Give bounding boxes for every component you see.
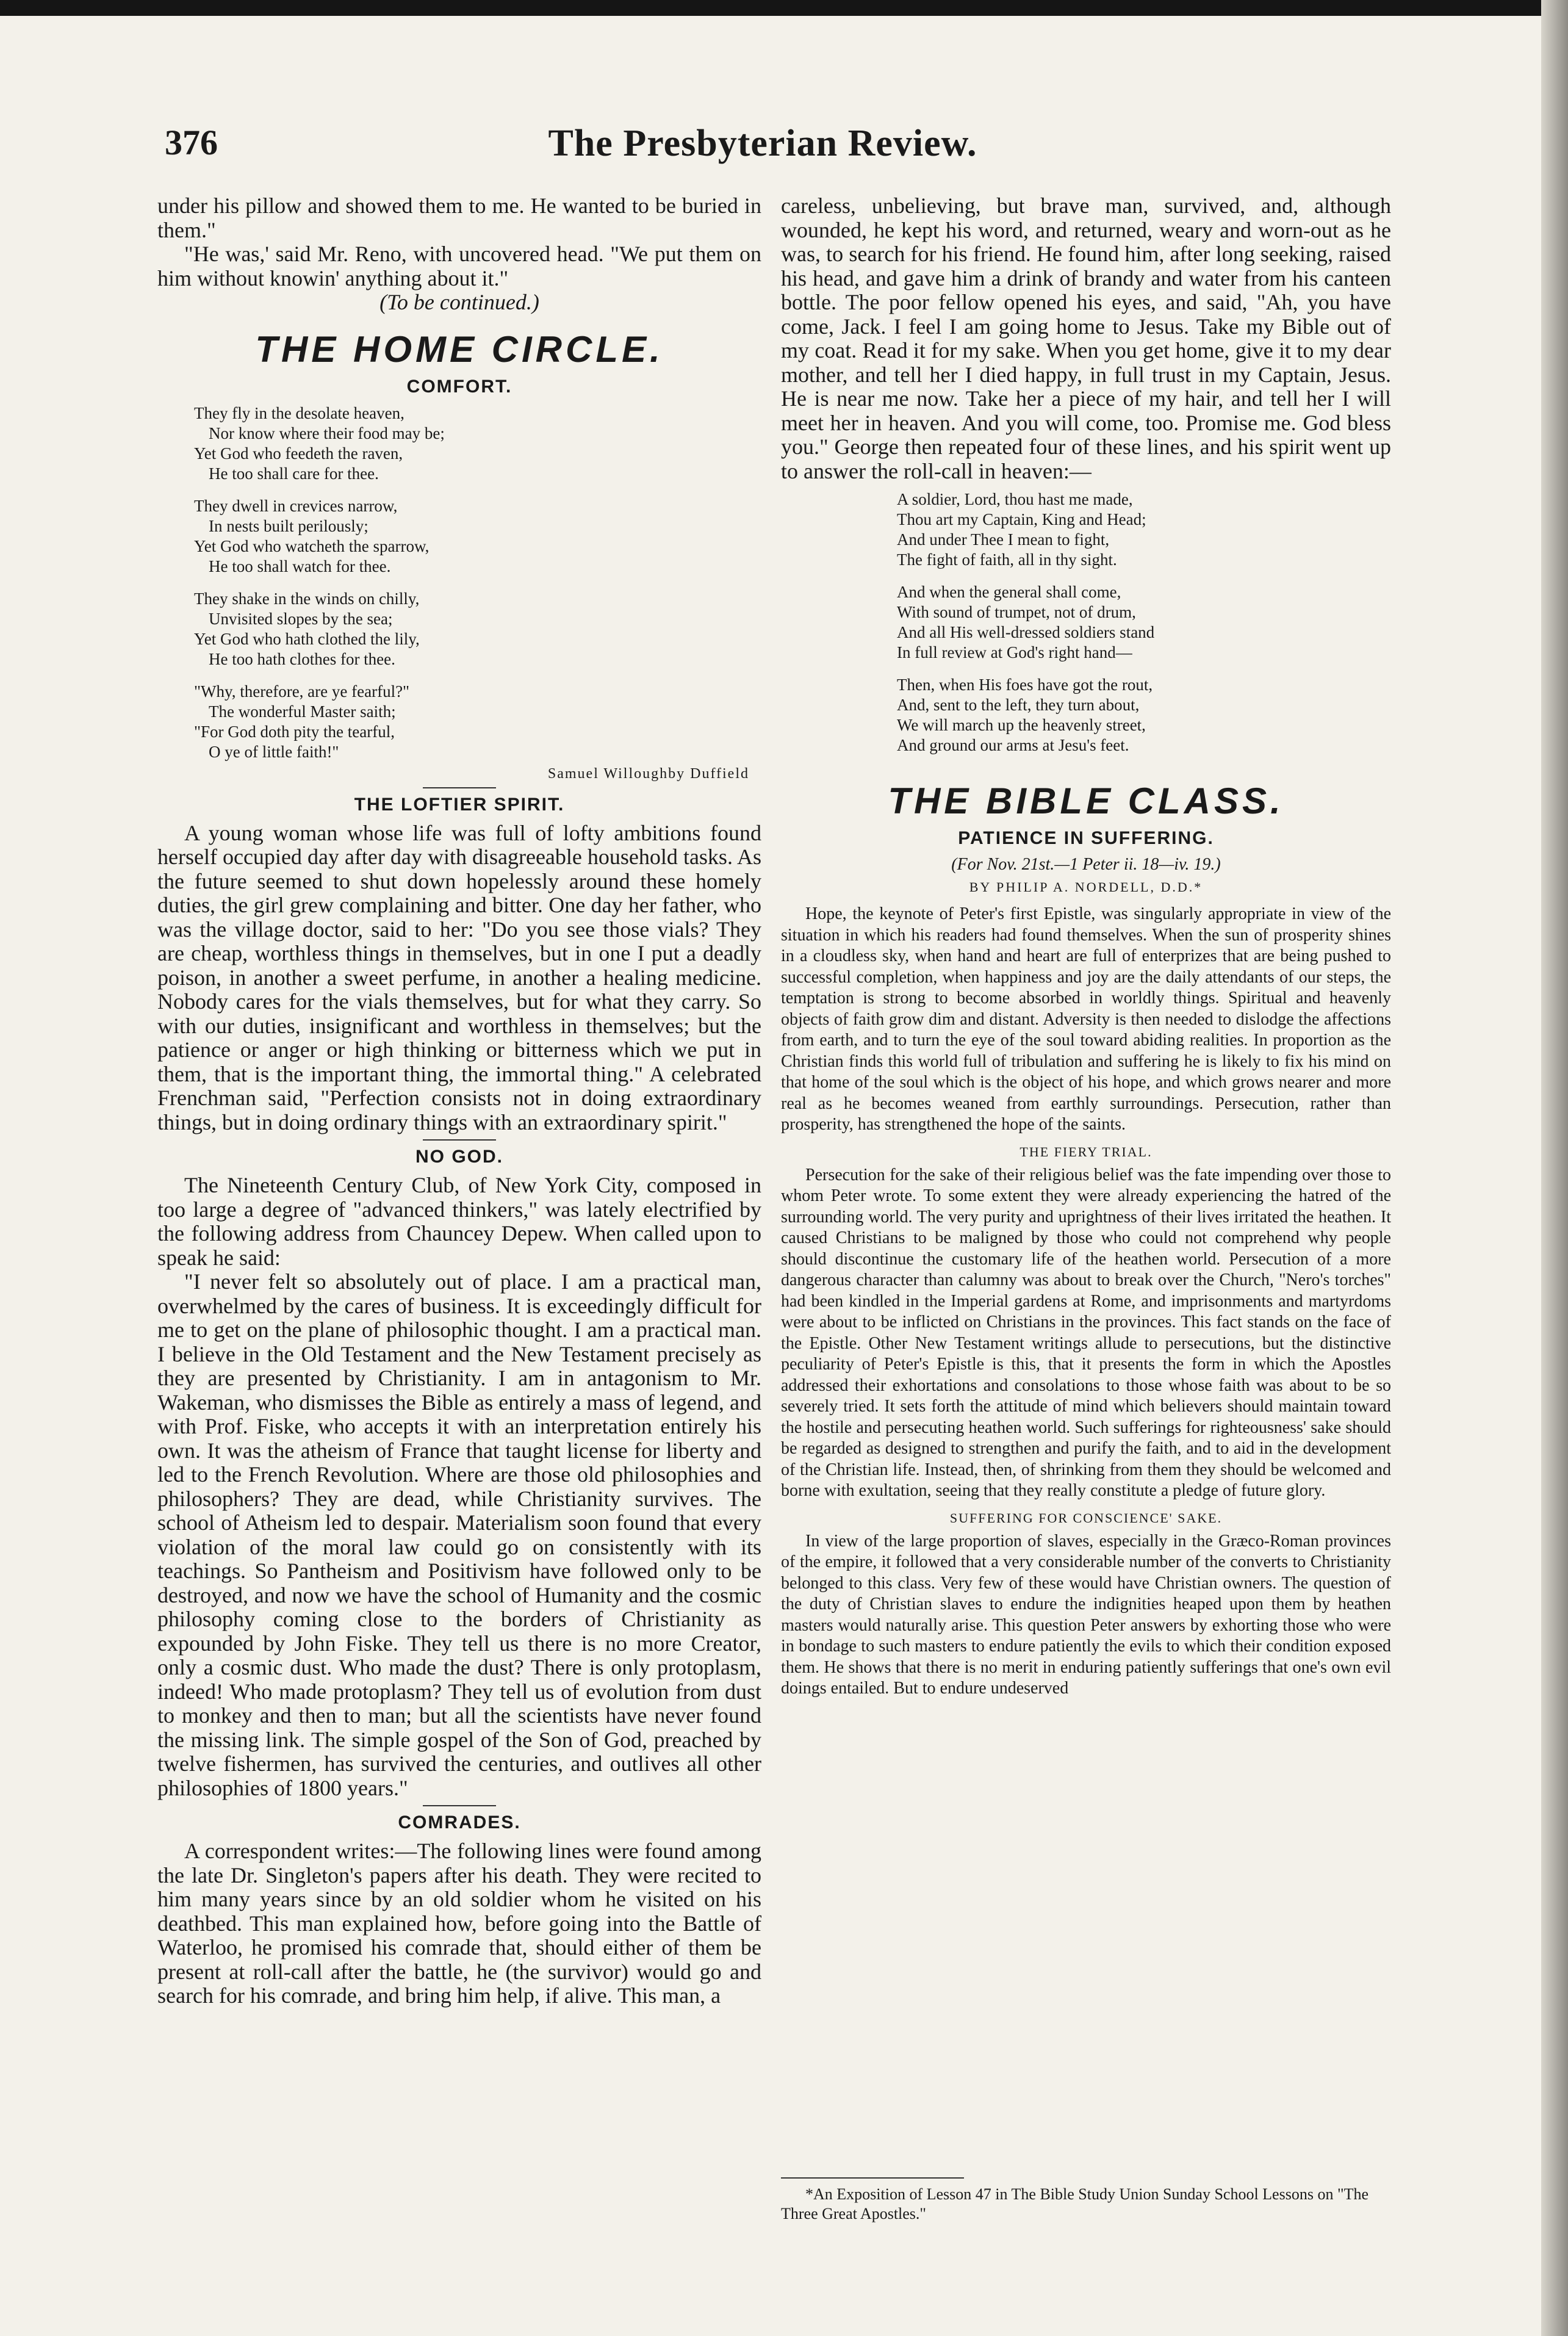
article-body: A young woman whose life was full of lofty ambitions found herself occupied day after day with disagreeable household tasks. As the future seemed to shut down hopelessly around these homely duties, the girl grew complaining and bitter. One day her father, who was the village doctor, said to her: "Do you see those vials? They are cheap, worthless things in themselves, but in one I put a deadly poison, in another a sweet perfume, in another a healing medicine. Nobody cares for the vials themselves, but for what they carry. So with our duties, insignificant and worthless in themselves; but the patience or anger or high thinking or bitterness which we put in them, that is the important thing, the immortal thing." A celebrated Frenchman said, "Perfection consists not in doing extraordinary things, but in doing ordinary things with an extraordinary spirit." xyxy=(157,820,761,1134)
section-title-home-circle: THE HOME CIRCLE. xyxy=(255,328,664,370)
poem-line: The fight of faith, all in thy sight. xyxy=(897,550,1117,569)
scan-top-border xyxy=(0,0,1568,16)
poem-line: Yet God who hath clothed the lily, xyxy=(194,629,420,648)
continued-paragraph: under his pillow and showed them to me. He wanted to be buried in them." xyxy=(157,193,761,242)
poem-line: Yet God who feedeth the raven, xyxy=(194,444,403,463)
poem-line: They shake in the winds on chilly, xyxy=(194,589,420,608)
running-title: The Presbyterian Review. xyxy=(548,123,977,164)
divider xyxy=(423,1805,496,1806)
poem-line: He too shall watch for thee. xyxy=(209,557,391,575)
article-body: The Nineteenth Century Club, of New York City, composed in too large a degree of "advanced thinkers," was lately electrified by the following address from Chauncey Depew. When called upon to speak he said: xyxy=(157,1173,761,1270)
poem-line: The wonderful Master saith; xyxy=(209,702,396,721)
poem-line: Nor know where their food may be; xyxy=(209,424,445,442)
article-body: Persecution for the sake of their religious belief was the fate impending over those to whom Peter wrote. To some extent they were already experiencing the hatred of the surrounding world. The very purity and uprightness of their lives irritated the heathen. It caused Christians to be maligned by those who could not comprehend why people should discontinue the customary life of the heathen world. Persecution of a more dangerous character than calumny was about to break over the Church, "Nero's torches" had been kindled in the Imperial gardens at Rome, and imprisonments and martyrdoms were about to be inflicted on Christians in the provinces. This fact stands on the face of the Epistle. Other New Testament writings allude to persecutions, but the distinctive peculiarity of Peter's Epistle is this, that it presents the form in which the Apostles addressed their exhortations and consolations to those whose faith was about to be so severely tried. It sets forth the attitude of mind which believers should maintain toward the hostile and persecuting heathen world. Such sufferings for righteousness' sake should be regarded as designed to strengthen and purify the faith, and to aid in the development of the Christian life. Instead, then, of shrinking from them they should be welcomed and borne with exultation, seeing that they really constitute a pledge of future glory. xyxy=(781,1165,1391,1500)
poem-soldier xyxy=(781,489,1391,755)
section-title-bible-class: THE BIBLE CLASS. xyxy=(888,780,1284,821)
scan-right-edge xyxy=(1541,0,1568,2336)
poem-line: And when the general shall come, xyxy=(897,583,1121,601)
poem-stanza xyxy=(194,682,761,762)
article-title-no-god: NO GOD. xyxy=(415,1147,503,1167)
poem-line: They fly in the desolate heaven, xyxy=(194,403,405,422)
poem-line: And, sent to the left, they turn about, xyxy=(897,696,1140,714)
poem-line: Unvisited slopes by the sea; xyxy=(209,609,393,628)
article-body: In view of the large proportion of slaves, especially in the Græco-Roman provinces of the empire, it followed that a very considerable number of the converts to Christianity belonged to this class. Very few of these would have Christian owners. The question of the duty of Christian slaves to endure the indignities heaped upon them by heathen masters would naturally arise. This question Peter answers by exhorting those who were in bondage to such masters to endure patiently the evils to which their condition exposed them. He shows that there is no merit in enduring patiently sufferings that one's own evil doings entailed. But to endure undeserved xyxy=(781,1531,1391,1698)
poem-line: In nests built perilously; xyxy=(209,516,369,535)
footnote-rule xyxy=(781,2177,964,2179)
poem-line: In full review at God's right hand— xyxy=(897,643,1132,662)
poem-line: O ye of little faith!" xyxy=(209,742,339,761)
page-header xyxy=(165,122,1361,177)
article-title-loftier-spirit: THE LOFTIER SPIRIT. xyxy=(354,794,565,815)
poem-stanza xyxy=(194,589,761,669)
left-column xyxy=(157,194,761,2008)
continued-paragraph: "He was,' said Mr. Reno, with uncovered head. "We put them on him without knowin' anything about it." xyxy=(157,242,761,290)
divider xyxy=(423,1139,496,1141)
poem-line: And ground our arms at Jesu's feet. xyxy=(897,736,1129,754)
footnote: *An Exposition of Lesson 47 in The Bible Study Union Sunday School Lessons on "The Three Great Apostles." xyxy=(781,2185,1368,2222)
poem-author: Samuel Willoughby Duffield xyxy=(547,765,749,782)
subheading-fiery-trial: THE FIERY TRIAL. xyxy=(1020,1144,1153,1159)
poem-line: We will march up the heavenly street, xyxy=(897,716,1146,734)
article-body: Hope, the keynote of Peter's first Epistle, was singularly appropriate in view of the situation in which his readers had found themselves. When the sun of prosperity shines in a cloudless sky, when hand and heart are full of enterprizes that are being pushed to successful completion, when happiness and joy are the daily attendants of our steps, the temptation is strong to become absorbed in worldly things. Spiritual and heavenly objects of faith grow dim and distant. Adversity is then needed to dislodge the affections from earth, and to turn the eye of the soul toward abiding realities. In proportion as the Christian finds this world full of tribulation and suffering he is likely to fix his mind on that home of the soul which is the object of his hope, and which grows nearer and more real as he becomes weaned from earthly surroundings. Persecution, rather than prosperity, has strengthened the hope of the saints. xyxy=(781,904,1391,1134)
poem-line: Yet God who watcheth the sparrow, xyxy=(194,536,430,555)
poem-line: And all His well-dressed soldiers stand xyxy=(897,623,1155,641)
poem-line: A soldier, Lord, thou hast me made, xyxy=(897,490,1133,508)
right-column xyxy=(781,194,1391,1700)
poem-stanza xyxy=(194,403,761,484)
poem-line: He too shall care for thee. xyxy=(209,464,379,483)
poem-line: Then, when His foes have got the rout, xyxy=(897,676,1153,694)
poem-comfort xyxy=(157,403,761,762)
poem-line: With sound of trumpet, not of drum, xyxy=(897,603,1136,621)
poem-stanza xyxy=(897,489,1391,570)
continued-paragraph: careless, unbelieving, but brave man, survived, and, although wounded, he kept his word, and returned, weary and worn-out as he was, to search for his friend. He found him, after long seeking, raised his head, and gave him a drink of brandy and water from his canteen bottle. The poor fellow opened his eyes, and said, "Ah, you have come, Jack. I feel I am going home to Jesus. Take my Bible out of my coat. Read it for my sake. When you get home, give it to my dear mother, and tell her I died happy, in full trust in my Captain, Jesus. He is near me now. Take her a piece of my hair, and tell her I will meet her in heaven. And you will come, too. Promise me. God bless you." George then repeated four of these lines, and his spirit went up to answer the roll-call in heaven:— xyxy=(781,193,1391,483)
poem-line: They dwell in crevices narrow, xyxy=(194,496,398,515)
poem-stanza xyxy=(897,675,1391,755)
divider xyxy=(423,787,496,788)
subheading-conscience: SUFFERING FOR CONSCIENCE' SAKE. xyxy=(949,1510,1223,1526)
poem-stanza xyxy=(897,582,1391,663)
poem-stanza xyxy=(194,496,761,577)
article-title-comfort: COMFORT. xyxy=(406,376,512,397)
poem-line: Thou art my Captain, King and Head; xyxy=(897,510,1146,528)
poem-line: And under Thee I mean to fight, xyxy=(897,530,1110,549)
article-title-patience: PATIENCE IN SUFFERING. xyxy=(958,828,1214,848)
poem-line: "Why, therefore, are ye fearful?" xyxy=(194,682,410,701)
poem-line: He too hath clothes for thee. xyxy=(209,649,395,668)
poem-line: "For God doth pity the tearful, xyxy=(194,722,395,741)
article-title-comrades: COMRADES. xyxy=(398,1812,521,1833)
to-be-continued: (To be continued.) xyxy=(379,290,539,314)
article-author: BY PHILIP A. NORDELL, D.D.* xyxy=(969,879,1203,895)
page-number: 376 xyxy=(165,123,218,162)
lesson-reference: (For Nov. 21st.—1 Peter ii. 18—iv. 19.) xyxy=(951,855,1221,874)
article-body: A correspondent writes:—The following lines were found among the late Dr. Singleton's papers after his death. They were recited to him many years since by an old soldier whom he visited on his deathbed. This man explained how, before going into the Battle of Waterloo, he promised his comrade that, should either of them be present at roll-call after the battle, he (the survivor) would go and search for his comrade, and bring him help, if alive. This man, a xyxy=(157,1839,761,2008)
article-body: "I never felt so absolutely out of place. I am a practical man, overwhelmed by the cares of business. It is exceedingly difficult for me to get on the plane of philosophic thought. I am a practical man. I believe in the Old Testament and the New Testament precisely as they are presented by Christianity. I am in antagonism to Mr. Wakeman, who dismisses the Bible as entirely a mass of legend, and with Prof. Fiske, who accepts it with an interpretation entirely his own. It was the atheism of France that taught license for liberty and led to the French Revolution. Where are those old philosophies and philosophers? They are dead, while Christianity survives. The school of Atheism led to despair. Materialism soon found that every violation of the moral law could go on consistently with its teachings. So Pantheism and Positivism have followed only to be destroyed, and now we have the school of Humanity and the cosmic philosophy coming close to the borders of Christianity as expounded by John Fiske. They tell us there is no more Creator, only a cosmic dust. Who made the dust? There is only protoplasm, indeed! Who made protoplasm? They tell us of evolution from dust to monkey and then to man; but all the scientists have never found the missing link. The simple gospel of the Son of God, preached by twelve fishermen, has survived the centuries, and outlives all other philosophies of 1800 years." xyxy=(157,1269,761,1800)
